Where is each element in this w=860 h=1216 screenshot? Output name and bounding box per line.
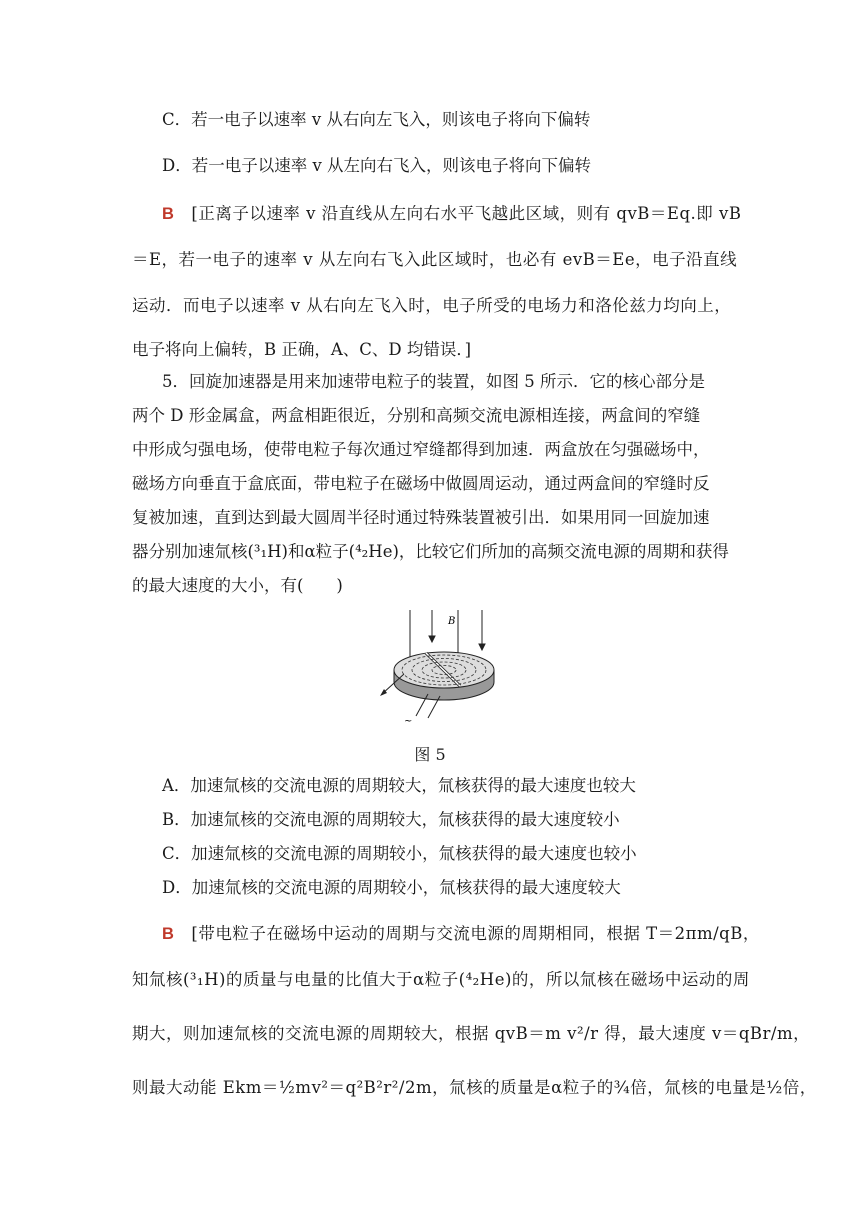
line-text: D．若一电子以速率 v 从左向右飞入，则该电子将向下偏转 (162, 156, 592, 175)
text-line-opt5-d (162, 878, 621, 898)
line-text: C．加速氚核的交流电源的周期较小，氚核获得的最大速度也较小 (162, 844, 637, 863)
text-line-q5-1 (162, 372, 705, 392)
text-line-q5-6 (132, 542, 729, 562)
answer-key: B (162, 925, 175, 943)
line-text: 的最大速度的大小，有( ) (132, 576, 343, 595)
line-text: 中形成匀强电场，使带电粒子每次通过窄缝都得到加速．两盒放在匀强磁场中， (132, 440, 710, 459)
text-line-q5-4 (132, 474, 710, 494)
answer-key: B (162, 205, 175, 223)
field-label-b: B (448, 616, 456, 627)
line-text: 运动．而电子以速率 v 从右向左飞入时，电子所受的电场力和洛伦兹力均向上， (132, 296, 732, 315)
line-text: 则最大动能 Ekm＝½mv²＝q²B²r²/2m，氚核的质量是α粒子的¾倍，氚核的电量是½倍， (132, 1078, 817, 1097)
text-line-opt5-c (162, 844, 637, 864)
text-line-ans5-4 (132, 1078, 817, 1098)
text-line-q5-7 (132, 576, 343, 596)
text-line-ans4-4 (132, 340, 471, 360)
line-text: [正离子以速率 v 沿直线从左向右水平飞越此区域，则有 qvB＝Eq.即 vB (191, 204, 742, 223)
ac-source-label: ~ (404, 716, 413, 726)
text-line-opt-d-prev (162, 156, 591, 176)
line-text: 磁场方向垂直于盒底面，带电粒子在磁场中做圆周运动，通过两盒间的窄缝时反 (132, 474, 710, 493)
cyclotron-figure (370, 608, 498, 726)
text-line-opt5-a (162, 776, 636, 796)
text-line-opt5-b (162, 810, 620, 830)
line-text: 电子将向上偏转，B 正确，A、C、D 均错误．] (132, 340, 472, 359)
text-line-ans5-2 (132, 970, 750, 990)
line-text: 复被加速，直到达到最大圆周半径时通过特殊装置被引出．如果用同一回旋加速 (132, 508, 710, 527)
line-text: 5．回旋加速器是用来加速带电粒子的装置，如图 5 所示．它的核心部分是 (162, 372, 705, 391)
text-line-q5-5 (132, 508, 710, 528)
line-text: 器分别加速氚核(³₁H)和α粒子(⁴₂He)，比较它们所加的高频交流电源的周期和获得 (132, 542, 729, 561)
text-line-q5-3 (132, 440, 710, 460)
line-text: C．若一电子以速率 v 从右向左飞入，则该电子将向下偏转 (162, 110, 591, 129)
line-text: 期大，则加速氚核的交流电源的周期较大，根据 qvB＝m v²/r 得，最大速度 v＝qBr/m， (132, 1024, 811, 1043)
text-line-ans5-1 (162, 924, 760, 944)
line-text: [带电粒子在磁场中运动的周期与交流电源的周期相同，根据 T＝2πm/qB， (191, 924, 760, 943)
line-text: 知氚核(³₁H)的质量与电量的比值大于α粒子(⁴₂He)的，所以氚核在磁场中运动的周 (132, 970, 750, 989)
line-text: 两个 D 形金属盒，两盒相距很近，分别和高频交流电源相连接，两盒间的窄缝 (132, 406, 701, 425)
line-text: B．加速氚核的交流电源的周期较大，氚核获得的最大速度较小 (162, 810, 620, 829)
text-line-ans5-3 (132, 1024, 810, 1044)
text-line-ans4-1 (162, 204, 741, 224)
text-line-opt-c-prev (162, 110, 590, 130)
text-line-ans4-2 (132, 250, 737, 270)
line-text: A．加速氚核的交流电源的周期较大，氚核获得的最大速度也较大 (162, 776, 636, 795)
text-line-q5-2 (132, 406, 700, 426)
text-line-ans4-3 (132, 296, 731, 316)
line-text: D．加速氚核的交流电源的周期较小，氚核获得的最大速度较大 (162, 878, 621, 897)
figure-caption: 图 5 (414, 745, 446, 764)
line-text: ＝E，若一电子的速率 v 从左向右飞入此区域时，也必有 evB＝Ee，电子沿直线 (132, 250, 738, 269)
